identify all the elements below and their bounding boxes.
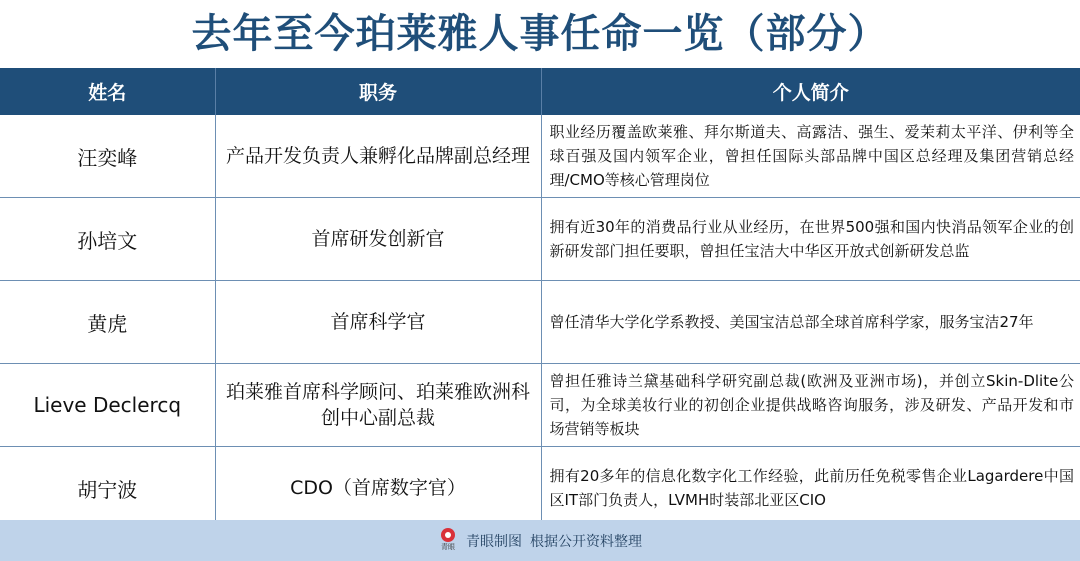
page-title: 去年至今珀莱雅人事任命一览（部分） [191,11,889,57]
person-bio: 拥有近30年的消费品行业从业经历，在世界500强和国内快消品领军企业的创新研发部门担任要职，曾担任宝洁大中华区开放式创新研发总监 [541,198,1080,281]
source-label: 青眼制图 [466,533,522,550]
person-bio: 曾担任雅诗兰黛基础科学研究副总裁(欧洲及亚洲市场)，并创立Skin-Dlite公司，为全球美妆行业的初创企业提供战略咨询服务，涉及研发、产品开发和市场营销等板块 [541,364,1080,447]
logo-text: 青眼 [441,542,455,551]
person-name: 胡宁波 [0,447,215,530]
footer [0,520,1080,561]
column-header-position: 职务 [215,68,541,115]
person-name: 汪奕峰 [0,115,215,198]
table-row [0,447,1080,530]
person-name: Lieve Declercq [0,364,215,447]
person-bio: 拥有20多年的信息化数字化工作经验，此前历任免税零售企业Lagardere中国区IT部门负责人，LVMH时装部北亚区CIO [541,447,1080,530]
person-position: 珀莱雅首席科学顾问、珀莱雅欧洲科创中心副总裁 [215,364,541,447]
column-header-bio: 个人简介 [541,68,1080,115]
column-header-name: 姓名 [0,68,215,115]
table-row [0,198,1080,281]
person-position: 首席科学官 [215,281,541,364]
table-row [0,364,1080,447]
table-row [0,115,1080,198]
person-name: 黄虎 [0,281,215,364]
person-position: 首席研发创新官 [215,198,541,281]
person-bio: 曾任清华大学化学系教授、美国宝洁总部全球首席科学家，服务宝洁27年 [541,281,1080,364]
table-row [0,281,1080,364]
person-position: CDO（首席数字官） [215,447,541,530]
appointments-table [0,68,1080,530]
person-bio: 职业经历覆盖欧莱雅、拜尔斯道夫、高露洁、强生、爱茉莉太平洋、伊利等全球百强及国内领军企业，曾担任国际头部品牌中国区总经理及集团营销总经理/CMO等核心管理岗位 [541,115,1080,198]
table-header-row [0,68,1080,115]
person-name: 孙培文 [0,198,215,281]
source-note: 根据公开资料整理 [530,533,642,550]
qingyan-logo-icon [438,528,458,554]
person-position: 产品开发负责人兼孵化品牌副总经理 [215,115,541,198]
